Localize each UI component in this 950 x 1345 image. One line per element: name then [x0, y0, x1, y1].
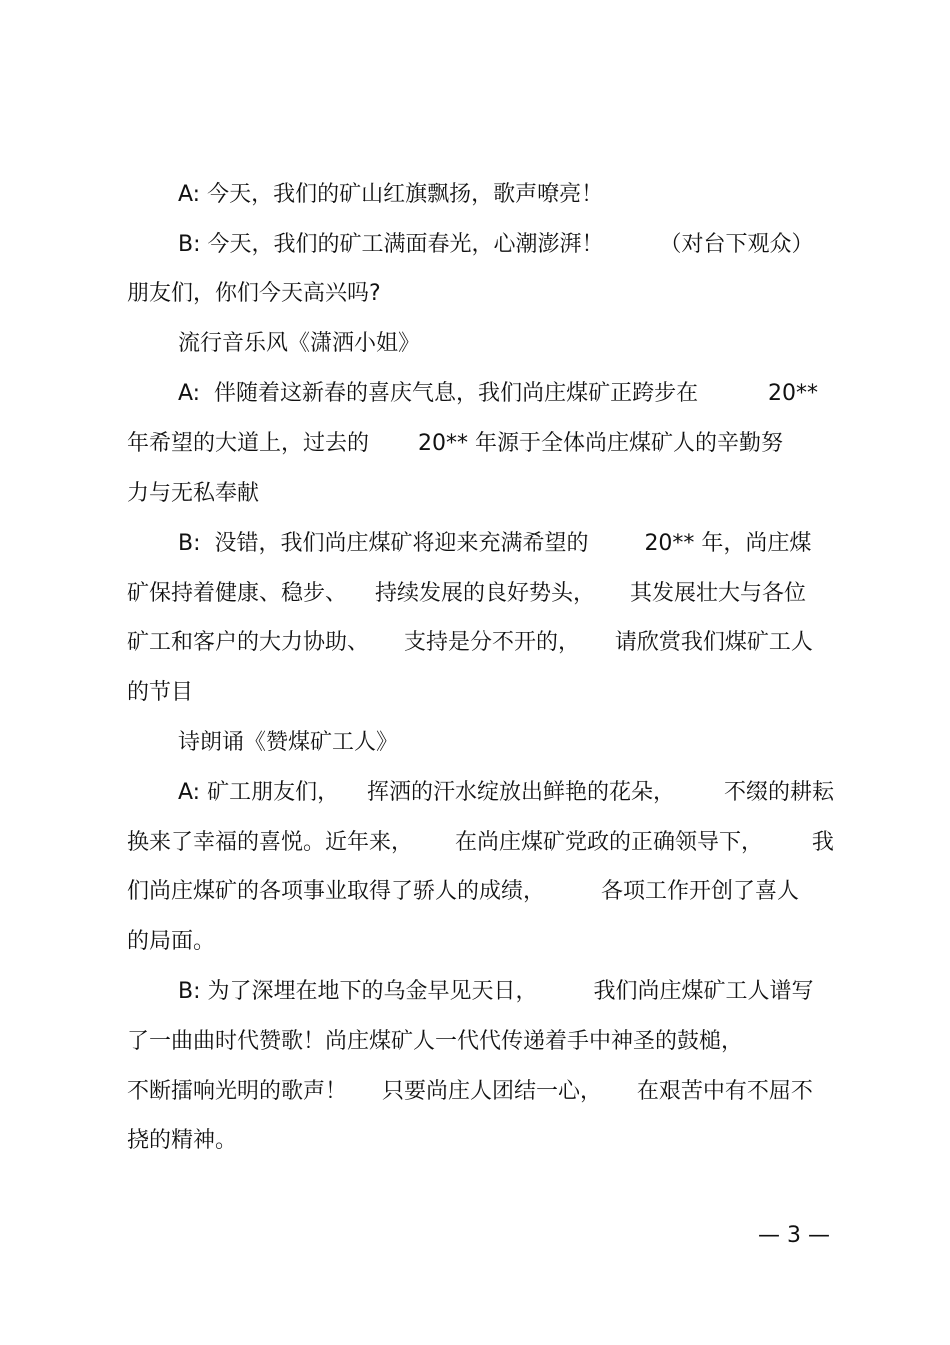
text-line: B: 没错，我们尚庄煤矿将迎来充满希望的 20** 年，尚庄煤 — [178, 531, 812, 556]
text-line: A: 矿工朋友们， 挥洒的汗水绽放出鲜艳的花朵， 不缀的耕耘 — [178, 780, 834, 805]
text-line: 了一曲曲时代赞歌！尚庄煤矿人一代代传递着手中神圣的鼓槌， — [127, 1029, 744, 1054]
text-line: 不断擂响光明的歌声！ 只要尚庄人团结一心， 在艰苦中有不屈不 — [127, 1079, 813, 1104]
text-line: 换来了幸福的喜悦。近年来， 在尚庄煤矿党政的正确领导下， 我 — [127, 830, 834, 855]
text-line: 朋友们，你们今天高兴吗? — [127, 281, 381, 306]
text-line: 年希望的大道上，过去的 20** 年源于全体尚庄煤矿人的辛勤努 — [127, 431, 783, 456]
page-number: — 3 — — [758, 1223, 830, 1248]
text-line: 挠的精神。 — [127, 1128, 238, 1153]
text-line: B: 今天，我们的矿工满面春光，心潮澎湃！ （对台下观众） — [178, 232, 814, 257]
text-line: B: 为了深埋在地下的乌金早见天日， 我们尚庄煤矿工人谱写 — [178, 979, 814, 1004]
text-line: A: 今天，我们的矿山红旗飘扬，歌声嘹亮！ — [178, 182, 604, 207]
text-line: A: 伴随着这新春的喜庆气息，我们尚庄煤矿正跨步在 20** — [178, 381, 818, 406]
text-line: 矿保持着健康、稳步、 持续发展的良好势头， 其发展壮大与各位 — [127, 581, 806, 606]
text-line: 的局面。 — [127, 929, 216, 954]
text-line: 诗朗诵《赞煤矿工人》 — [178, 730, 399, 755]
text-line: 矿工和客户的大力协助、 支持是分不开的， 请欣赏我们煤矿工人 — [127, 630, 813, 655]
text-line: 的节目 — [127, 680, 194, 705]
text-line: 们尚庄煤矿的各项事业取得了骄人的成绩， 各项工作开创了喜人 — [127, 879, 799, 904]
text-line: 力与无私奉献 — [127, 481, 260, 506]
text-line: 流行音乐风《潇洒小姐》 — [178, 331, 421, 356]
